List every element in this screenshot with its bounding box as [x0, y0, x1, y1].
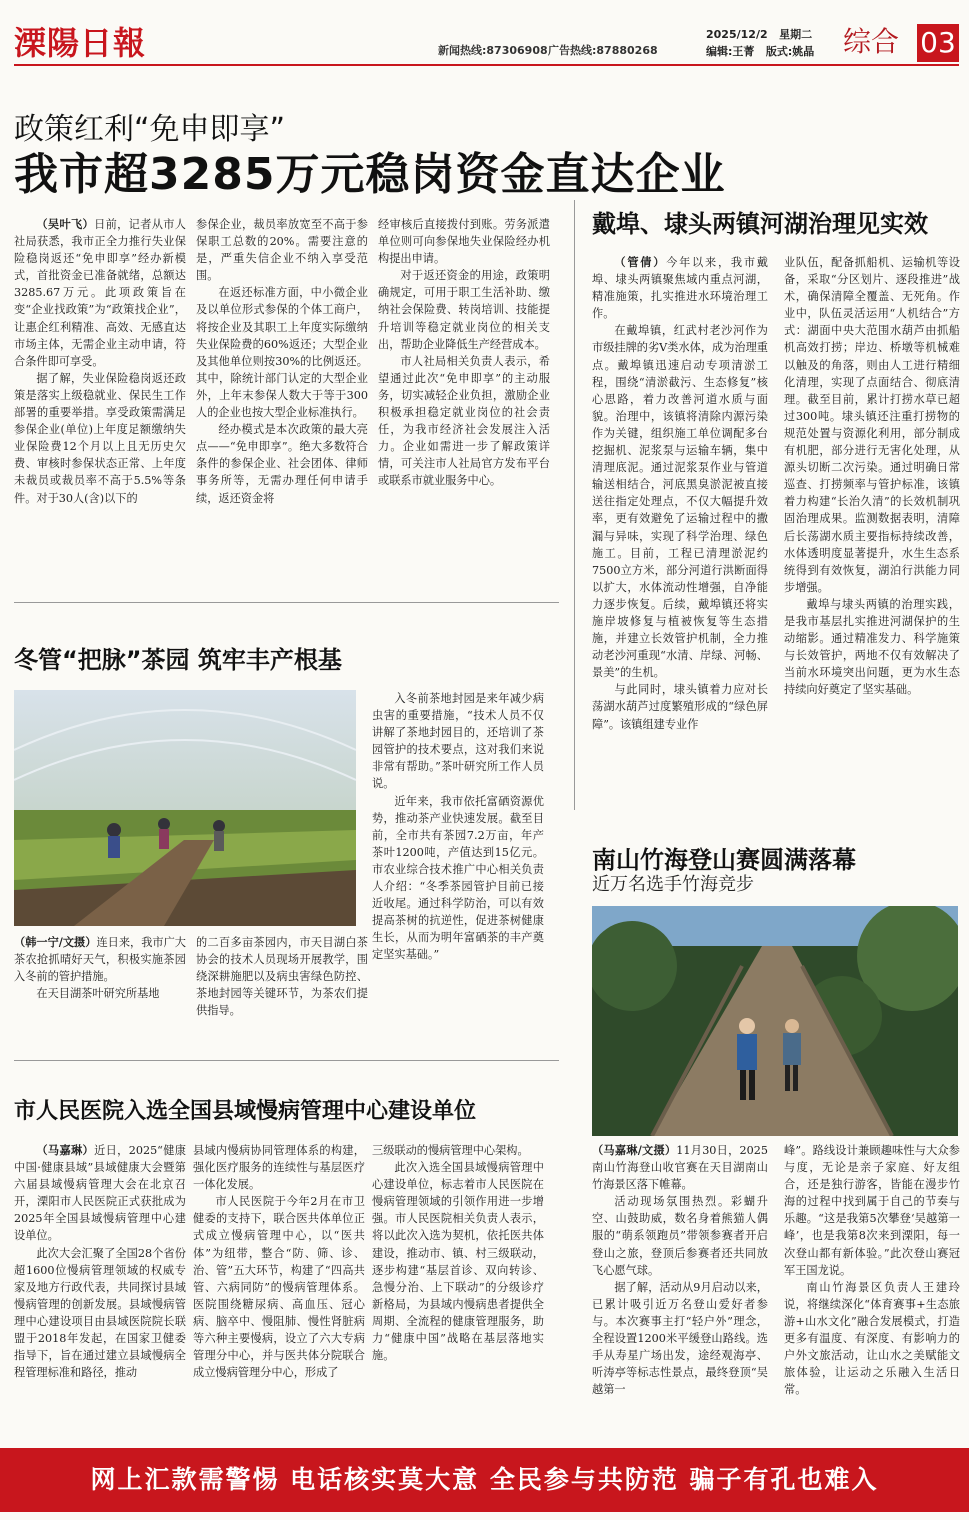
article2-paragraph: 今年以来，我市戴埠、埭头两镇聚焦域内重点河湖，精准施策，扎实推进水环境治理工作。: [592, 256, 768, 321]
article1-column-1: [14, 216, 186, 586]
anti-fraud-banner: 网上汇款需警惕 电话核实莫大意 全民参与共防范 骗子有孔也难入: [0, 1448, 969, 1512]
ad-hotline: 广告热线:87880268: [548, 44, 658, 57]
article3-paragraph: 连日来，我市广大茶农抢抓晴好天气，积极实施茶园入冬前的管护措施。: [14, 936, 186, 984]
bamboo-race-illustration: [592, 906, 958, 1136]
tea-garden-photo: [14, 690, 356, 926]
article4-paragraph: 南山竹海景区负责人王建玲说，将继续深化“体育赛事+生态旅游+山水文化”融合发展模式，打造更多有温度、有深度、有影响力的户外文旅活动，让山水之美赋能文旅体验，让运动之乐融入生活日常。: [784, 1280, 960, 1397]
article1-byline: （吴叶飞）: [36, 218, 95, 231]
article1-paragraph: 市人社局相关负责人表示，希望通过此次“免申即享”的主动服务，切实减轻企业负担，激励企业积极承担稳定就业岗位的社会责任，为我市经济社会发展注入活力。企业如需进一步了解政策详情，可关注市人社局官方发布平台或联系市就业服务中心。: [378, 354, 550, 488]
section-divider: [14, 1060, 559, 1061]
article1-paragraph: 对于返还资金的用途，政策明确规定，可用于职工生活补助、缴纳社会保险费、转岗培训、技能提升培训等稳定就业岗位的相关支出，帮助企业降低生产经营成本。: [378, 269, 550, 351]
article1-paragraph: 据了解，失业保险稳岗返还政策是落实上级稳就业、保民生工作部署的重要举措。享受政策需满足参保企业(单位)上年度足额缴纳失业保险费12个月以上且无历史欠费、审核时参保状态正常、上年度未裁员或裁员率不高于5.5%等条件。对于30人(含)以下的: [14, 371, 186, 505]
editor-text: 编辑:王菁: [706, 45, 755, 58]
article5-column-2: [193, 1142, 365, 1440]
article4-column-2: [784, 1142, 960, 1440]
article4-column-1: [592, 1142, 768, 1440]
designer-text: 版式:姚晶: [765, 45, 815, 58]
article4-paragraph: 据了解，活动从9月启动以来，已累计吸引近万名登山爱好者参与。本次赛事主打“轻户外”理念，全程设置1200米平缓登山路线。选手从寿星广场出发，途经观海亭、听涛亭等标志性景点，最终登顶“吴越第一: [592, 1280, 768, 1397]
masthead-divider: [14, 64, 959, 66]
article1-headline: 我市超3285万元稳岗资金直达企业: [14, 149, 726, 200]
article1-column-3: [378, 216, 550, 586]
weekday-text: 星期二: [779, 28, 813, 41]
editor-line: [706, 43, 814, 59]
article3-paragraph: 的二百多亩茶园内，市天目湖白茶协会的技术人员现场开展教学，围绕深耕施肥以及病虫害绿色防控、茶地封园等关键环节，为茶农们提供指导。: [196, 936, 368, 1018]
article1-paragraph: 经审核后直接拨付到账。劳务派遣单位则可向参保地失业保险经办机构提出申请。: [378, 218, 550, 266]
article1-paragraph: 参保企业，裁员率放宽至不高于参保职工总数的20%。需要注意的是，严重失信企业不纳入享受范围。: [196, 218, 368, 283]
article1-paragraph: 经办模式是本次政策的最大亮点——“免申即享”。绝大多数符合条件的参保企业、社会团体、律师事务所等，无需办理任何申请手续，返还资金将: [196, 423, 368, 505]
article4-subhead: 近万名选手竹海竞步: [592, 874, 754, 895]
section-divider: [14, 602, 559, 603]
article3-headline: 冬管“把脉”茶园 筑牢丰产根基: [14, 646, 342, 674]
page-number: 03: [917, 24, 959, 62]
news-hotline: 新闻热线:87306908: [438, 44, 548, 57]
article1-kicker: 政策红利“免申即享”: [14, 112, 286, 147]
article5-paragraph: 市人民医院于今年2月在市卫健委的支持下，联合医共体单位正式成立慢病管理中心，以“医共体”为纽带，整合“防、筛、诊、治、管”五大环节，构建了“四高共管、六病同防”的慢病管理体系。医院围绕糖尿病、高血压、冠心病、脑卒中、慢阻肺、慢性肾脏病等六种主要慢病，设立了六大专病管理分中心，并与医共体分院联合成立慢病管理分中心，形成了: [193, 1195, 365, 1380]
article2-paragraph: 在戴埠镇，红武村老沙河作为市级挂牌的劣Ⅴ类水体，成为治理重点。戴埠镇迅速启动专项清淤工程，围绕“清淤截污、生态修复”核心思路，着力改善河道水质与面貌。治理中，该镇将清除内源污染作为关键，组织施工单位调配多台挖掘机、泥浆泵与运输车辆，集中清理底泥。通过泥浆泵作业与管道输送相结合，河底黑臭淤泥被直接送往指定处理点，不仅大幅提升效率，更有效避免了运输过程中的撒漏与异味，实现了科学治理、绿色施工。目前，工程已清理淤泥约7500立方米，部分河道行洪断面得以扩大，水体流动性增强，自净能力逐步恢复。后续，戴埠镇还将实施岸坡修复与植被恢复等生态措施，并建立长效管护机制，全力推动老沙河重现“水清、岸绿、河畅、景美”的生机。: [592, 324, 768, 680]
section-name: 综合: [843, 25, 900, 58]
article2-column-2: [784, 254, 960, 800]
article5-paragraph: 三级联动的慢病管理中心架构。: [372, 1144, 529, 1157]
article3-paragraph: 近年来，我市依托富硒资源优势，推动茶产业快速发展。截至目前，全市共有茶园7.2万亩，年产茶叶1200吨，产值达到15亿元。市农业综合技术推广中心相关负责人介绍：“冬季茶园管护目前已接近收尾。通过科学防治，可以有效提高茶树的抗逆性，促进茶树健康生长，从而为明年富硒茶的丰产奠定坚实基础。”: [372, 794, 544, 962]
article2-column-1: [592, 254, 768, 800]
issue-date: [706, 26, 812, 42]
article4-byline: （马嘉琳/文摄）: [592, 1144, 677, 1157]
article5-byline: （马嘉琳）: [36, 1144, 95, 1157]
article3-byline: （韩一宁/文摄）: [14, 936, 97, 949]
article2-paragraph: 戴埠与埭头两镇的治理实践，是我市基层扎实推进河湖保护的生动缩影。通过精准发力、科学施策与长效管护，两地不仅有效解决了当前水环境突出问题，更为水生态持续向好奠定了坚实基础。: [784, 597, 960, 697]
article4-headline: 南山竹海登山赛圆满落幕: [592, 846, 856, 874]
article5-paragraph: 近日，2025“健康中国·健康县域”县域健康大会暨第六届县域慢病管理大会在北京召开，溧阳市人民医院正式获批成为2025年全国县域慢病管理中心建设单位。: [14, 1144, 186, 1243]
article2-paragraph: 业队伍，配备抓船机、运输机等设备，采取“分区划片、逐段推进”战术，确保清障全覆盖、无死角。作业中，队伍灵活运用“人机结合”方式：湖面中央大范围水葫芦由抓船机高效打捞；岸边、桥墩等机械难以触及的角落，则由人工进行精细化清理，实现了点面结合、彻底清理。截至目前，累计打捞水草已超过300吨。埭头镇还注重打捞物的规范处置与资源化利用，部分制成有机肥，部分进行无害化处理，从源头切断二次污染。通过明确日常巡查、打捞频率与管护标准，该镇着力构建“长治久清”的长效机制巩固治理成果。监测数据表明，清障后长荡湖水质主要指标持续改善，水体透明度显著提升，水生生态系统得到有效恢复，湖泊行洪能力同步增强。: [784, 256, 960, 594]
article4-paragraph: 11月30日，2025南山竹海登山收官赛在天目湖南山竹海景区落下帷幕。: [592, 1144, 768, 1192]
article2-paragraph: 与此同时，埭头镇着力应对长荡湖水葫芦过度繁殖形成的“绿色屏障”。该镇组建专业作: [592, 683, 768, 731]
article5-column-3: [372, 1142, 544, 1440]
article2-headline: 戴埠、埭头两镇河湖治理见实效: [592, 210, 928, 238]
article5-column-1: [14, 1142, 186, 1440]
date-text: 2025/12/2: [706, 28, 768, 41]
newspaper-logo: 溧陽日報: [14, 24, 147, 62]
article3-column-1: [14, 934, 186, 1030]
article4-paragraph: 峰”。路线设计兼顾趣味性与大众参与度，无论是亲子家庭、好友组合，还是独行游客，皆能在漫步竹海的过程中找到属于自己的节奏与乐趣。“这是我第5次攀登‘吴越第一峰’，也是我第8次来到溧阳，每一次登山都有新体验。”此次登山赛冠军王国龙说。: [784, 1144, 960, 1277]
tea-garden-illustration: [14, 690, 356, 926]
article4-paragraph: 活动现场氛围热烈。彩蝴升空、山鼓助威，数名身着熊猫人偶服的“萌系领跑员”带领参赛者开启登山之旅，登顶后参赛者还共同放飞心愿气球。: [592, 1195, 768, 1277]
article1-paragraph: 日前，记者从市人社局获悉，我市正全力推行失业保险稳岗返还“免申即享”经办新模式，首批资金已准备就绪，总额达3285.67万元。此项政策旨在变“企业找政策”为“政策找企业”，让惠企红利精准、高效、无感直达市场主体，无需企业主动申请，符合条件即可享受。: [14, 218, 186, 368]
article1-paragraph: 在返还标准方面，中小微企业及以单位形式参保的个体工商户，将按企业及其职工上年度实际缴纳失业保险费的60%返还；大型企业及其他单位则按30%的比例返还。其中，除统计部门认定的大型企业外，上年末参保人数大于等于300人的企业也按大型企业标准执行。: [196, 286, 368, 420]
article3-column-2: [196, 934, 368, 1030]
article5-headline: 市人民医院入选全国县域慢病管理中心建设单位: [14, 1099, 477, 1124]
article3-column-3: [372, 690, 544, 1030]
article1-column-2: [196, 216, 368, 586]
article5-paragraph: 县域内慢病协同管理体系的构建，强化医疗服务的连续性与基层医疗一体化发展。: [193, 1144, 365, 1192]
article3-paragraph: 入冬前茶地封园是来年减少病虫害的重要措施，“技术人员不仅讲解了茶地封园目的，还培训了茶园管护的技术要点，这对我们来说非常有帮助。”茶叶研究所工作人员说。: [372, 692, 544, 791]
article5-paragraph: 此次入选全国县域慢病管理中心建设单位，标志着市人民医院在慢病管理领域的引领作用进一步增强。市人民医院相关负责人表示，将以此次入选为契机，依托医共体建设，推动市、镇、村三级联动，逐步构建“基层首诊、双向转诊、急慢分治、上下联动”的分级诊疗新格局，为县域内慢病患者提供全周期、全流程的健康管理服务，助力“健康中国”战略在基层落地实施。: [372, 1161, 544, 1363]
article5-paragraph: 此次大会汇聚了全国28个省份超1600位慢病管理领域的权威专家及地方行政代表，共同探讨县域慢病管理的创新发展。县域慢病管理中心建设项目由县域医院院长联盟于2018年发起，在国家卫健委指导下，旨在通过建立县域慢病全程管理标准和路径，推动: [14, 1246, 186, 1380]
article3-paragraph: 在天目湖茶叶研究所基地: [36, 987, 160, 1001]
article2-byline: （管倩）: [614, 256, 667, 269]
column-divider: [574, 200, 575, 810]
bamboo-race-photo: [592, 906, 958, 1136]
